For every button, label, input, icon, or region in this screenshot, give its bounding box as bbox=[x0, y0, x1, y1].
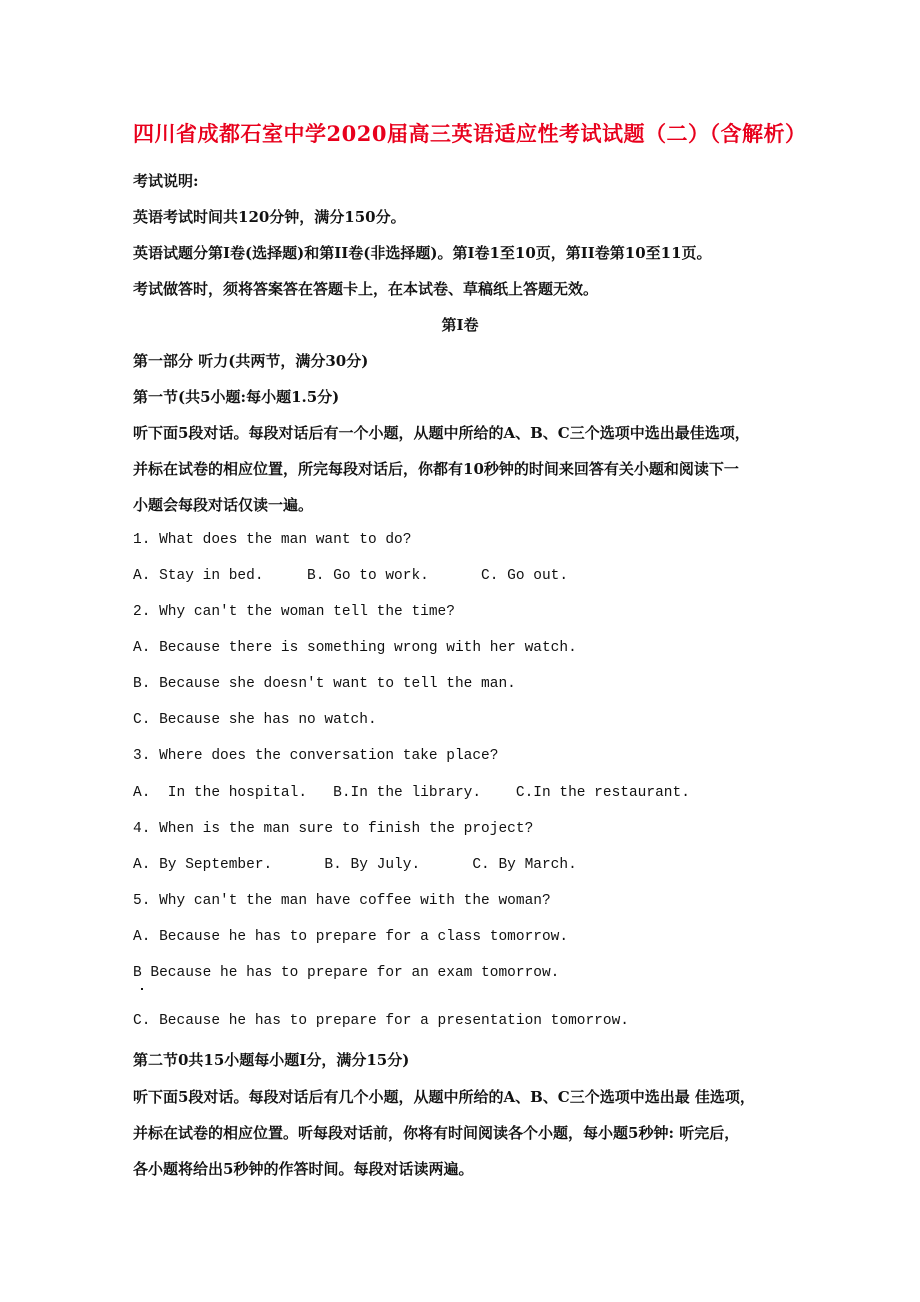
section1-heading: 第一节(共5小题:每小题1.5分) bbox=[133, 388, 340, 406]
question-3: 3. Where does the conversation take place? bbox=[133, 748, 499, 764]
question-5: 5. Why can't the man have coffee with the woman? bbox=[133, 893, 551, 909]
section2-instruction-line-2: 并标在试卷的相应位置。听每段对话前，你将有时间阅读各个小题，每小题5秒钟: 听完后， bbox=[133, 1124, 740, 1142]
section1-instruction-line-1: 听下面5段对话。每段对话后有一个小题，从题中所给的A、B、C三个选项中选出最佳选项， bbox=[133, 424, 750, 442]
question-1-options: A. Stay in bed. B. Go to work. C. Go out. bbox=[133, 568, 569, 584]
section1-instruction-line-2: 并标在试卷的相应位置，所完每段对话后，你都有10秒钟的时间来回答有关小题和阅读下一 bbox=[133, 460, 739, 478]
section1-instruction-line-3: 小题会每段对话仅读一遍。 bbox=[133, 496, 314, 514]
question-2-option-b: B. Because she doesn't want to tell the man. bbox=[133, 676, 516, 692]
section2-instruction-line-3: 各小题将给出5秒钟的作答时间。每段对话读两遍。 bbox=[133, 1160, 474, 1178]
question-2-option-a: A. Because there is something wrong with her watch. bbox=[133, 640, 577, 656]
instructions-heading: 考试说明: bbox=[133, 172, 199, 190]
page-title: 四川省成都石室中学2020届高三英语适应性考试试题（二）（含解析） bbox=[133, 121, 807, 146]
instructions-line-3: 考试做答时，须将答案答在答题卡上，在本试卷、草稿纸上答题无效。 bbox=[133, 280, 599, 298]
instructions-line-2: 英语试题分第I卷(选择题)和第II卷(非选择题)。第I卷1至10页，第II卷第10至11页。 bbox=[133, 244, 712, 262]
question-4-options: A. By September. B. By July. C. By March. bbox=[133, 857, 577, 873]
stray-dot-mark bbox=[141, 988, 143, 990]
instructions-line-1: 英语考试时间共120分钟，满分150分。 bbox=[133, 208, 406, 226]
question-1: 1. What does the man want to do? bbox=[133, 532, 412, 548]
question-4: 4. When is the man sure to finish the project? bbox=[133, 821, 534, 837]
volume-title: 第I卷 bbox=[441, 316, 479, 334]
question-2: 2. Why can't the woman tell the time? bbox=[133, 604, 455, 620]
question-3-options: A. In the hospital. B.In the library. C.In the restaurant. bbox=[133, 785, 690, 801]
question-5-option-a: A. Because he has to prepare for a class tomorrow. bbox=[133, 929, 569, 945]
section2-heading: 第二节0共15小题每小题I分，满分15分) bbox=[133, 1051, 410, 1069]
question-5-option-c: C. Because he has to prepare for a presentation tomorrow. bbox=[133, 1013, 629, 1029]
section2-instruction-line-1: 听下面5段对话。每段对话后有几个小题，从题中所给的A、B、C三个选项中选出最 佳选项， bbox=[133, 1088, 755, 1106]
part1-heading: 第一部分 听力(共两节，满分30分) bbox=[133, 352, 369, 370]
question-5-option-b: B Because he has to prepare for an exam tomorrow. bbox=[133, 965, 560, 981]
question-2-option-c: C. Because she has no watch. bbox=[133, 712, 377, 728]
